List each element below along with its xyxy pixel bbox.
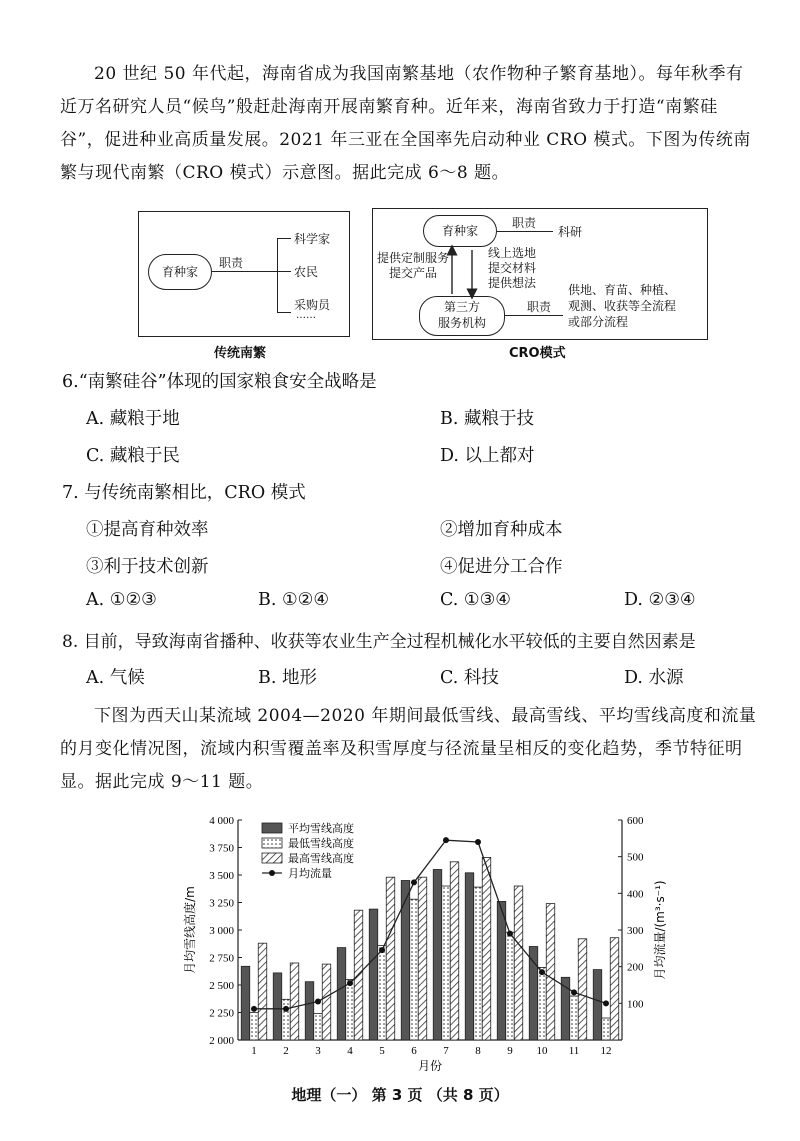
bar-min-snowline: [378, 945, 387, 1040]
bar-min-snowline: [314, 1014, 323, 1040]
caption-traditional: 传统南繁: [214, 346, 267, 361]
legend-label: 平均雪线高度: [288, 822, 354, 835]
y2-tick-label: 100: [627, 998, 644, 1011]
bar-min-snowline: [250, 1013, 259, 1041]
bar-mean-snowline: [369, 909, 378, 1040]
point-monthly-flow: [411, 879, 417, 885]
bar-mean-snowline: [273, 973, 282, 1040]
role-more: ……: [296, 310, 316, 321]
bar-min-snowline: [570, 996, 579, 1040]
y-tick-label: 3 250: [209, 897, 234, 910]
y2-tick-label: 600: [627, 815, 644, 827]
x-tick-label: 2: [283, 1045, 289, 1057]
x-tick-label: 10: [536, 1045, 548, 1057]
bar-mean-snowline: [497, 901, 506, 1040]
legend-label: 月均流量: [288, 867, 332, 880]
point-monthly-flow: [443, 837, 449, 843]
cro-breeder-duty: 职责: [512, 216, 537, 230]
bar-mean-snowline: [305, 982, 314, 1040]
bar-max-snowline: [450, 862, 459, 1040]
x-tick-label: 9: [507, 1045, 513, 1057]
q8-stem: 8. 目前，导致海南省播种、收获等农业生产全过程机械化水平较低的主要自然因素是: [62, 632, 696, 652]
y2-tick-label: 400: [627, 888, 644, 901]
bar-mean-snowline: [593, 970, 602, 1040]
y2-tick-label: 300: [627, 925, 644, 937]
x-tick-label: 7: [443, 1045, 449, 1057]
bar-min-snowline: [282, 999, 291, 1040]
role-scientist: 科学家: [294, 232, 331, 246]
y-tick-label: 3 000: [209, 925, 234, 937]
x-tick-label: 5: [379, 1045, 385, 1057]
point-monthly-flow: [251, 1006, 257, 1012]
cro-service-tasks: 供地、育苗、种植、 观测、收获等全流程 或部分流程: [568, 283, 677, 329]
bar-max-snowline: [514, 886, 523, 1040]
y-axis-title: 月均雪线高度/m: [183, 886, 197, 974]
point-monthly-flow: [315, 999, 321, 1005]
q7-option-d: D. ②③④: [624, 590, 696, 610]
role-farmer: 农民: [294, 265, 319, 279]
q7-item-3: ③利于技术创新: [86, 557, 209, 577]
y-tick-label: 2 750: [209, 952, 234, 965]
bar-max-snowline: [482, 857, 491, 1040]
snowline-runoff-chart: [170, 810, 680, 1075]
q8-option-c: C. 科技: [440, 668, 499, 688]
y2-tick-label: 200: [627, 961, 644, 974]
page-footer: 地理（一） 第 3 页 （共 8 页）: [291, 1086, 509, 1104]
y-tick-label: 2 500: [209, 980, 234, 992]
intro-paragraph-2: 下图为西天山某流域 2004—2020 年期间最低雪线、最高雪线、平均雪线高度和流量的月变化情况图，流域内积雪覆盖率及积雪厚度与径流量呈相反的变化趋势，季节特征明显。据此完成 9～11 题。: [60, 706, 757, 792]
caption-cro: CRO模式: [509, 346, 566, 361]
x-tick-label: 6: [411, 1045, 417, 1057]
cro-left-text: 提供定制服务 提交产品: [377, 251, 450, 280]
y-tick-label: 4 000: [209, 815, 234, 827]
q7-item-4: ④促进分工合作: [440, 557, 563, 577]
x-tick-label: 11: [568, 1045, 580, 1057]
point-monthly-flow: [571, 989, 577, 995]
legend-label: 最高雪线高度: [288, 852, 354, 865]
bar-min-snowline: [506, 932, 515, 1040]
point-monthly-flow: [475, 839, 481, 845]
point-monthly-flow: [283, 1006, 289, 1012]
bar-min-snowline: [442, 886, 451, 1040]
q8-option-d: D. 水源: [624, 668, 684, 688]
bar-mean-snowline: [465, 873, 474, 1040]
point-monthly-flow: [379, 947, 385, 953]
bar-max-snowline: [322, 964, 331, 1040]
q6-option-d: D. 以上都对: [440, 446, 535, 466]
q8-option-b: B. 地形: [258, 668, 317, 688]
bar-min-snowline: [346, 980, 355, 1041]
legend-swatch-dot: [269, 870, 275, 876]
x-tick-label: 8: [475, 1045, 481, 1057]
point-monthly-flow: [347, 980, 353, 986]
q7-option-b: B. ①②④: [258, 590, 330, 610]
point-monthly-flow: [603, 1000, 609, 1006]
bar-max-snowline: [290, 963, 299, 1040]
q8-option-a: A. 气候: [86, 668, 145, 688]
cro-breeder-node: 育种家: [423, 215, 497, 247]
bar-min-snowline: [538, 967, 547, 1040]
intro-paragraph-1: 20 世纪 50 年代起，海南省成为我国南繁基地（农作物种子繁育基地）。每年秋季有近万名研究人员“候鸟”般赶赴海南开展南繁育种。近年来，海南省致力于打造“南繁硅谷”，促进种业高质量发展。2021 年三亚在全国率先启动种业 CRO 模式。下图为传统南繁与现代南繁（CRO 模式）示意图。据此完成 6～8 题。: [60, 64, 751, 183]
role-buyer: 采购员: [294, 298, 331, 312]
q6-option-b: B. 藏粮于技: [440, 409, 534, 429]
q6-stem: 6.“南繁硅谷”体现的国家粮食安全战略是: [62, 372, 377, 392]
bar-min-snowline: [474, 887, 483, 1040]
y-tick-label: 2 000: [209, 1035, 234, 1047]
y-tick-label: 3 500: [209, 870, 234, 882]
point-monthly-flow: [507, 931, 513, 937]
y2-tick-label: 500: [627, 851, 644, 864]
bar-mean-snowline: [337, 948, 346, 1040]
legend-swatch: [262, 838, 282, 848]
bar-max-snowline: [258, 943, 267, 1040]
x-tick-label: 12: [600, 1045, 612, 1057]
bar-max-snowline: [546, 904, 555, 1040]
x-tick-label: 1: [251, 1045, 257, 1057]
bar-max-snowline: [418, 877, 427, 1040]
bar-min-snowline: [602, 1018, 611, 1040]
cro-breeder-task: 科研: [558, 225, 583, 239]
q7-stem: 7. 与传统南繁相比，CRO 模式: [62, 483, 306, 503]
bar-mean-snowline: [529, 947, 538, 1041]
duty-label: 职责: [219, 256, 244, 270]
cro-right-text: 线上选地 提交材料 提供想法: [488, 246, 537, 290]
breeder-node: 育种家: [148, 254, 212, 290]
y-tick-label: 3 750: [209, 842, 234, 855]
q7-option-c: C. ①③④: [440, 590, 511, 610]
x-axis-title: 月份: [417, 1059, 443, 1073]
q7-item-2: ②增加育种成本: [440, 520, 563, 540]
x-tick-label: 3: [315, 1045, 321, 1057]
bar-max-snowline: [578, 939, 587, 1040]
cro-service-duty: 职责: [527, 300, 552, 314]
x-tick-label: 4: [347, 1045, 353, 1057]
q7-item-1: ①提高育种效率: [86, 520, 209, 540]
y-tick-label: 2 250: [209, 1007, 234, 1020]
bar-min-snowline: [410, 899, 419, 1040]
bar-max-snowline: [610, 938, 619, 1040]
point-monthly-flow: [539, 969, 545, 975]
q7-option-a: A. ①②③: [86, 590, 157, 610]
bar-mean-snowline: [241, 966, 250, 1040]
cro-service-node: 第三方 服务机构: [419, 296, 505, 336]
bar-mean-snowline: [401, 881, 410, 1041]
bar-max-snowline: [386, 877, 395, 1040]
y2-axis-title: 月均流量/(m³·s⁻¹): [653, 880, 667, 980]
bar-mean-snowline: [433, 870, 442, 1041]
legend-label: 最低雪线高度: [288, 837, 354, 850]
q6-option-a: A. 藏粮于地: [86, 409, 180, 429]
legend-swatch: [262, 853, 282, 863]
q6-option-c: C. 藏粮于民: [86, 446, 180, 466]
legend-swatch: [262, 823, 282, 833]
